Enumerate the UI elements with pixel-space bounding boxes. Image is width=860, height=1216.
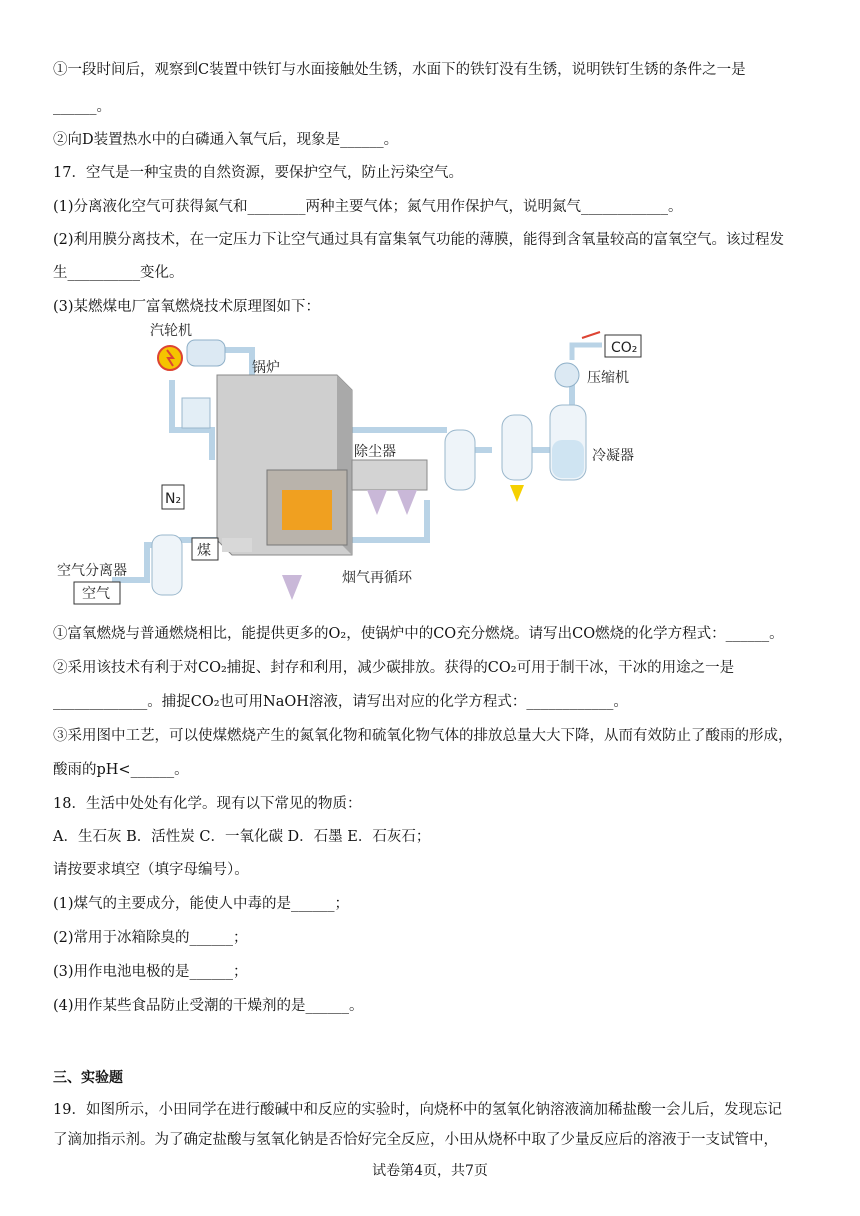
q16-part1-line2: ______。 <box>53 99 111 115</box>
dust-collector-label: 除尘器 <box>354 444 396 460</box>
tanks <box>445 405 586 502</box>
q17-3-2-line2: _____________。捕捉CO₂也可用NaOH溶液，请写出对应的化学方程式：____________。 <box>53 694 628 710</box>
q17-3-3-line2: 酸雨的pH<______。 <box>53 762 189 778</box>
q18-part1: (1)煤气的主要成分，能使人中毒的是______； <box>53 896 350 912</box>
co2-label: CO₂ <box>611 340 638 356</box>
boiler <box>217 375 352 555</box>
q19-line2: 了滴加指示剂。为了确定盐酸与氢氧化钠是否恰好完全反应，小田从烧杯中取了少量反应后的溶液于一支试管中， <box>53 1132 778 1148</box>
q17-part2-line2: 生__________变化。 <box>53 265 184 281</box>
section-heading: 三、实验题 <box>53 1070 123 1086</box>
boiler-label: 锅炉 <box>252 360 280 376</box>
turbine-icon <box>158 340 225 428</box>
coal-label: 煤 <box>197 543 211 559</box>
air-separator-label: 空气分离器 <box>57 563 127 579</box>
q17-part1: (1)分离液化空气可获得氮气和________两种主要气体；氮气用作保护气，说明氮气____________。 <box>53 199 683 215</box>
condenser-label: 冷凝器 <box>592 448 634 464</box>
q17-3-1: ①富氧燃烧与普通燃烧相比，能提供更多的O₂，使锅炉中的CO充分燃烧。请写出CO燃烧的化学方程式：______。 <box>53 626 784 642</box>
q17-3-2-line1: ②采用该技术有利于对CO₂捕捉、封存和利用，减少碳排放。获得的CO₂可用于制干冰，干冰的用途之一是 <box>53 660 735 676</box>
oxy-fuel-combustion-diagram <box>52 320 652 610</box>
q18-options: A．生石灰 B．活性炭 C．一氧化碳 D．石墨 E．石灰石； <box>53 829 431 845</box>
compressor-label: 压缩机 <box>587 370 629 386</box>
q19-line1: 19．如图所示，小田同学在进行酸碱中和反应的实验时，向烧杯中的氢氧化钠溶液滴加稀盐酸一会儿后，发现忘记 <box>53 1102 782 1118</box>
q18-stem: 18．生活中处处有化学。现有以下常见的物质： <box>53 796 362 812</box>
q18-part4: (4)用作某些食品防止受潮的干燥剂的是______。 <box>53 998 364 1014</box>
turbine-label: 汽轮机 <box>150 323 192 339</box>
q16-part1-line1: ①一段时间后，观察到C装置中铁钉与水面接触处生锈，水面下的铁钉没有生锈，说明铁钉生锈的条件之一是 <box>53 62 746 78</box>
q17-part3: (3)某燃煤电厂富氧燃烧技术原理图如下： <box>53 299 321 315</box>
q17-stem: 17．空气是一种宝贵的自然资源，要保护空气，防止污染空气。 <box>53 165 463 181</box>
q17-3-3-line1: ③采用图中工艺，可以使煤燃烧产生的氮氧化物和硫氧化物气体的排放总量大大下降，从而有效防止了酸雨的形成， <box>53 728 793 744</box>
n2-label: N₂ <box>165 491 182 507</box>
q18-part2: (2)常用于冰箱除臭的______； <box>53 930 248 946</box>
q18-instruction: 请按要求填空（填字母编号）。 <box>53 862 249 878</box>
page-footer: 试卷第4页，共7页 <box>372 1163 488 1179</box>
air-label: 空气 <box>82 586 110 602</box>
recycle-label: 烟气再循环 <box>342 570 412 586</box>
q17-part2-line1: (2)利用膜分离技术，在一定压力下让空气通过具有富集氧气功能的薄膜，能得到含氧量较高的富氧空气。该过程发 <box>53 232 785 248</box>
q18-part3: (3)用作电池电极的是______； <box>53 964 248 980</box>
ash-hopper <box>282 575 302 600</box>
dust-collector <box>352 460 427 515</box>
q16-part2: ②向D装置热水中的白磷通入氧气后，现象是______。 <box>53 132 399 148</box>
